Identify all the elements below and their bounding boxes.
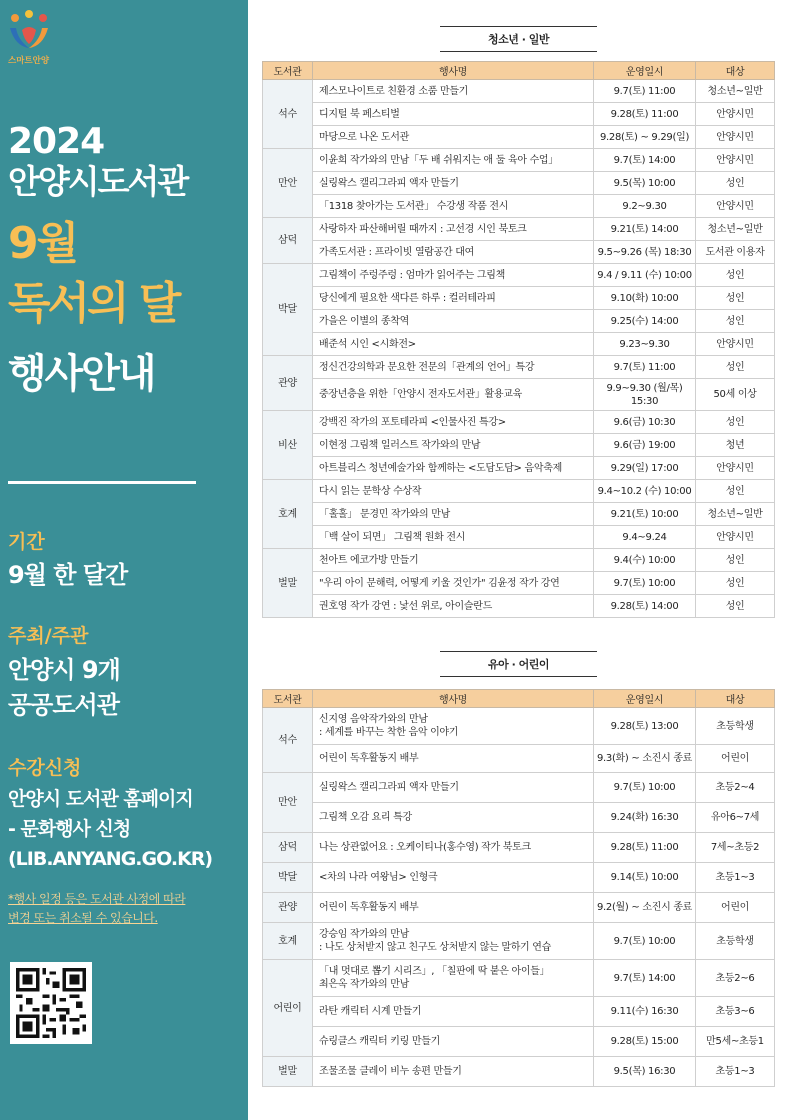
table-header-row: [263, 62, 775, 80]
event-name-cell: 이윤희 작가와의 만남「두 배 쉬워지는 애 둘 육아 수업」: [313, 149, 594, 172]
logo: [6, 10, 56, 66]
event-name-cell: "우리 아이 문해력, 어떻게 키울 것인가" 김윤정 작가 강연: [313, 572, 594, 595]
table-row: [263, 103, 775, 126]
library-cell: 박달: [263, 863, 313, 893]
target-cell: 초등3~6: [696, 997, 775, 1027]
apply-value-2: - 문화행사 신청: [8, 818, 131, 840]
table-row: [263, 1027, 775, 1057]
table-row: [263, 411, 775, 434]
datetime-cell: 9.4 / 9.11 (수) 10:00: [594, 264, 696, 287]
datetime-cell: 9.9~9.30 (월/목) 15:30: [594, 379, 696, 411]
target-cell: 초등2~6: [696, 960, 775, 997]
library-cell: 어린이: [263, 960, 313, 1057]
datetime-cell: 9.4(수) 10:00: [594, 549, 696, 572]
table-row: [263, 172, 775, 195]
datetime-cell: 9.23~9.30: [594, 333, 696, 356]
event-name-cell: 어린이 독후활동지 배부: [313, 745, 594, 773]
target-cell: 초등1~3: [696, 863, 775, 893]
event-name-cell: 어린이 독후활동지 배부: [313, 893, 594, 923]
event-name-cell: 그림책 오감 요리 특강: [313, 803, 594, 833]
event-name-cell: 「내 멋대로 뽑기 시리즈」, 「칠판에 딱 붙은 아이들」 최은옥 작가와의 만남: [313, 960, 594, 997]
table-row: [263, 503, 775, 526]
title-year: 2024: [8, 121, 105, 162]
table-row: [263, 745, 775, 773]
target-cell: 청소년~일반: [696, 503, 775, 526]
datetime-cell: 9.25(수) 14:00: [594, 310, 696, 333]
library-cell: 만안: [263, 773, 313, 833]
notice: [8, 890, 185, 928]
apply-value-3[interactable]: (LIB.ANYANG.GO.KR): [8, 848, 213, 870]
target-cell: 만5세~초등1: [696, 1027, 775, 1057]
target-cell: 성인: [696, 287, 775, 310]
table-row: [263, 379, 775, 411]
event-name-cell: 이현정 그림책 일러스트 작가와의 만남: [313, 434, 594, 457]
col-header-event: 행사명: [313, 690, 594, 708]
table-row: [263, 126, 775, 149]
library-cell: 박달: [263, 264, 313, 356]
table-row: [263, 863, 775, 893]
datetime-cell: 9.28(토) ~ 9.29(일): [594, 126, 696, 149]
table-row: [263, 708, 775, 745]
host-value-1: 안양시 9개: [8, 656, 120, 684]
library-cell: 삼덕: [263, 218, 313, 264]
kids-section-heading: 유아 · 어린이: [440, 651, 597, 677]
library-cell: 비산: [263, 411, 313, 480]
target-cell: 초등2~4: [696, 773, 775, 803]
datetime-cell: 9.7(토) 10:00: [594, 923, 696, 960]
datetime-cell: 9.7(토) 10:00: [594, 572, 696, 595]
target-cell: 안양시민: [696, 526, 775, 549]
table-row: [263, 893, 775, 923]
table-header-row: [263, 690, 775, 708]
table-row: [263, 264, 775, 287]
datetime-cell: 9.3(화) ~ 소진시 종료: [594, 745, 696, 773]
event-name-cell: 사랑하자 파산해버릴 때까지 : 고선경 시인 북토크: [313, 218, 594, 241]
event-name-cell: 강백진 작가의 포토테라피 <인물사진 특강>: [313, 411, 594, 434]
smart-anyang-logo-icon: [6, 10, 52, 52]
table-row: [263, 218, 775, 241]
target-cell: 청년: [696, 434, 775, 457]
target-cell: 안양시민: [696, 103, 775, 126]
datetime-cell: 9.21(토) 10:00: [594, 503, 696, 526]
event-name-cell: 신지영 음악작가와의 만남 : 세계를 바꾸는 착한 음악 이야기: [313, 708, 594, 745]
table-row: [263, 149, 775, 172]
table-row: [263, 356, 775, 379]
target-cell: 50세 이상: [696, 379, 775, 411]
library-cell: 석수: [263, 708, 313, 773]
datetime-cell: 9.7(토) 14:00: [594, 960, 696, 997]
teen-table-body: [263, 80, 775, 618]
event-name-cell: 배준석 시인 <시화전>: [313, 333, 594, 356]
col-header-datetime: 운영일시: [594, 690, 696, 708]
target-cell: 성인: [696, 572, 775, 595]
datetime-cell: 9.5(목) 16:30: [594, 1057, 696, 1087]
table-row: [263, 434, 775, 457]
qr-code[interactable]: [10, 962, 92, 1044]
event-name-cell: 그림책이 주렁주렁 : 엄마가 읽어주는 그림책: [313, 264, 594, 287]
logo-label: 스마트안양: [8, 56, 50, 66]
datetime-cell: 9.5(목) 10:00: [594, 172, 696, 195]
library-cell: 벌말: [263, 1057, 313, 1087]
target-cell: 어린이: [696, 745, 775, 773]
event-name-cell: 당신에게 필요한 색다른 하루 : 컬러테라피: [313, 287, 594, 310]
table-row: [263, 241, 775, 264]
kids-table-body: [263, 708, 775, 1087]
table-row: [263, 333, 775, 356]
library-cell: 만안: [263, 149, 313, 218]
table-row: [263, 595, 775, 618]
event-name-cell: 슈링클스 캐릭터 키링 만들기: [313, 1027, 594, 1057]
event-name-cell: 실링왁스 캘리그라피 액자 만들기: [313, 773, 594, 803]
target-cell: 안양시민: [696, 126, 775, 149]
sidebar: [0, 0, 248, 1120]
datetime-cell: 9.28(토) 11:00: [594, 103, 696, 126]
datetime-cell: 9.28(토) 15:00: [594, 1027, 696, 1057]
period-value: 9월 한 달간: [8, 561, 128, 589]
target-cell: 어린이: [696, 893, 775, 923]
datetime-cell: 9.10(화) 10:00: [594, 287, 696, 310]
table-row: [263, 457, 775, 480]
event-name-cell: 가족도서관 : 프라이빗 열람공간 대여: [313, 241, 594, 264]
table-row: [263, 997, 775, 1027]
datetime-cell: 9.2(월) ~ 소진시 종료: [594, 893, 696, 923]
table-row: [263, 80, 775, 103]
table-row: [263, 833, 775, 863]
target-cell: 성인: [696, 310, 775, 333]
library-cell: 호계: [263, 923, 313, 960]
event-name-cell: 라탄 캐릭터 시계 만들기: [313, 997, 594, 1027]
table-row: [263, 1057, 775, 1087]
event-name-cell: 「1318 찾아가는 도서관」 수강생 작품 전시: [313, 195, 594, 218]
col-header-event: 행사명: [313, 62, 594, 80]
event-name-cell: 「백 살이 되면」 그림책 원화 전시: [313, 526, 594, 549]
event-name-cell: 다시 읽는 문학상 수상작: [313, 480, 594, 503]
target-cell: 초등1~3: [696, 1057, 775, 1087]
datetime-cell: 9.4~10.2 (수) 10:00: [594, 480, 696, 503]
teen-schedule-table: [262, 61, 775, 618]
qr-code-icon: [16, 968, 86, 1038]
datetime-cell: 9.24(화) 16:30: [594, 803, 696, 833]
target-cell: 안양시민: [696, 457, 775, 480]
table-row: [263, 310, 775, 333]
event-name-cell: 정신건강의학과 문요한 전문의「관계의 언어」특강: [313, 356, 594, 379]
library-cell: 관양: [263, 893, 313, 923]
host-value-2: 공공도서관: [8, 691, 119, 719]
event-name-cell: 나는 상관없어요 : 오케이티나(홍수영) 작가 북토크: [313, 833, 594, 863]
col-header-target: 대상: [696, 690, 775, 708]
datetime-cell: 9.6(금) 10:30: [594, 411, 696, 434]
host-label: 주최/주관: [8, 625, 89, 647]
library-cell: 삼덕: [263, 833, 313, 863]
col-header-target: 대상: [696, 62, 775, 80]
table-row: [263, 923, 775, 960]
datetime-cell: 9.11(수) 16:30: [594, 997, 696, 1027]
notice-line-2: 변경 또는 취소될 수 있습니다.: [8, 911, 158, 925]
target-cell: 성인: [696, 480, 775, 503]
library-cell: 벌말: [263, 549, 313, 618]
table-row: [263, 480, 775, 503]
title-org: 안양시도서관: [8, 162, 188, 201]
datetime-cell: 9.4~9.24: [594, 526, 696, 549]
event-name-cell: 가을은 이별의 종착역: [313, 310, 594, 333]
target-cell: 초등학생: [696, 923, 775, 960]
library-cell: 관양: [263, 356, 313, 411]
target-cell: 성인: [696, 411, 775, 434]
datetime-cell: 9.14(토) 10:00: [594, 863, 696, 893]
datetime-cell: 9.6(금) 19:00: [594, 434, 696, 457]
datetime-cell: 9.28(토) 11:00: [594, 833, 696, 863]
table-row: [263, 960, 775, 997]
library-cell: 호계: [263, 480, 313, 549]
target-cell: 안양시민: [696, 333, 775, 356]
target-cell: 성인: [696, 549, 775, 572]
col-header-datetime: 운영일시: [594, 62, 696, 80]
datetime-cell: 9.7(토) 14:00: [594, 149, 696, 172]
col-header-library: 도서관: [263, 690, 313, 708]
target-cell: 성인: [696, 264, 775, 287]
datetime-cell: 9.5~9.26 (목) 18:30: [594, 241, 696, 264]
target-cell: 유아6~7세: [696, 803, 775, 833]
table-row: [263, 572, 775, 595]
table-row: [263, 803, 775, 833]
event-name-cell: 실링왁스 캘리그라피 액자 만들기: [313, 172, 594, 195]
title-guide: 행사안내: [8, 351, 155, 397]
event-name-cell: 디지털 북 페스티벌: [313, 103, 594, 126]
datetime-cell: 9.28(토) 13:00: [594, 708, 696, 745]
datetime-cell: 9.7(토) 11:00: [594, 356, 696, 379]
period-label: 기간: [8, 531, 45, 553]
kids-schedule-table: [262, 689, 775, 1087]
target-cell: 도서관 이용자: [696, 241, 775, 264]
event-name-cell: 「홀홀」 문경민 작가와의 만남: [313, 503, 594, 526]
target-cell: 안양시민: [696, 149, 775, 172]
event-name-cell: 제스모나이트로 친환경 소품 만들기: [313, 80, 594, 103]
table-row: [263, 287, 775, 310]
target-cell: 안양시민: [696, 195, 775, 218]
table-row: [263, 549, 775, 572]
table-row: [263, 195, 775, 218]
target-cell: 7세~초등2: [696, 833, 775, 863]
event-name-cell: 중장년층을 위한「안양시 전자도서관」활용교육: [313, 379, 594, 411]
notice-line-1: *행사 일정 등은 도서관 사정에 따라: [8, 892, 186, 906]
datetime-cell: 9.29(일) 17:00: [594, 457, 696, 480]
table-row: [263, 773, 775, 803]
title-month: 9월: [8, 218, 78, 269]
divider: [8, 481, 196, 484]
col-header-library: 도서관: [263, 62, 313, 80]
library-cell: 석수: [263, 80, 313, 149]
datetime-cell: 9.2~9.30: [594, 195, 696, 218]
datetime-cell: 9.7(토) 10:00: [594, 773, 696, 803]
event-name-cell: 아트블리스 청년예술가와 함께하는 <도담도담> 음악축제: [313, 457, 594, 480]
datetime-cell: 9.21(토) 14:00: [594, 218, 696, 241]
apply-label: 수강신청: [8, 757, 82, 779]
datetime-cell: 9.7(토) 11:00: [594, 80, 696, 103]
event-name-cell: 강승임 작가와의 만남 : 나도 상처받지 않고 친구도 상처받지 않는 말하기 연습: [313, 923, 594, 960]
event-name-cell: 마당으로 나온 도서관: [313, 126, 594, 149]
event-name-cell: 조물조물 클레이 비누 송편 만들기: [313, 1057, 594, 1087]
teen-section-heading: 청소년 · 일반: [440, 26, 597, 52]
title-event: 독서의 달: [8, 278, 179, 329]
event-name-cell: 권호영 작가 강연 : 낯선 위로, 아이슬란드: [313, 595, 594, 618]
target-cell: 청소년~일반: [696, 218, 775, 241]
target-cell: 청소년~일반: [696, 80, 775, 103]
datetime-cell: 9.28(토) 14:00: [594, 595, 696, 618]
apply-value-1: 안양시 도서관 홈페이지: [8, 788, 193, 810]
table-row: [263, 526, 775, 549]
event-name-cell: 천아트 에코가방 만들기: [313, 549, 594, 572]
target-cell: 초등학생: [696, 708, 775, 745]
target-cell: 성인: [696, 172, 775, 195]
event-name-cell: <차의 나라 여왕님> 인형극: [313, 863, 594, 893]
target-cell: 성인: [696, 595, 775, 618]
target-cell: 성인: [696, 356, 775, 379]
